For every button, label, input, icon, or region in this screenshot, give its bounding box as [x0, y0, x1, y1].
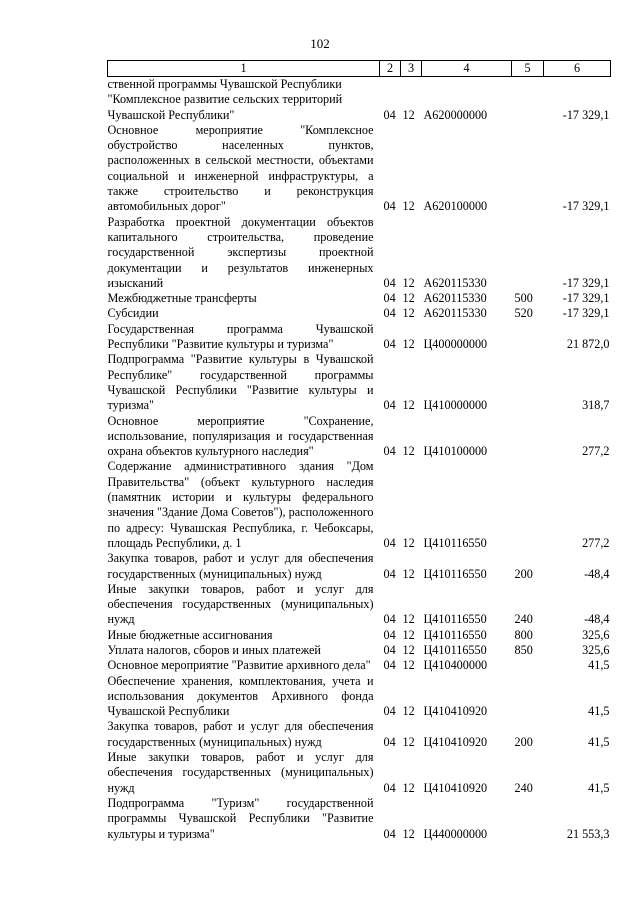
- table-row: [108, 459, 611, 551]
- row-expense-type: 240: [514, 612, 533, 627]
- budget-table: [107, 60, 611, 842]
- table-row: [108, 215, 611, 291]
- row-section: 04: [383, 107, 396, 122]
- row-target: Ц410000000: [423, 398, 488, 413]
- row-section: 04: [383, 612, 396, 627]
- header-section: 2: [380, 61, 401, 77]
- row-amount: 41,5: [588, 780, 610, 795]
- table-row: [108, 582, 611, 628]
- row-section: 04: [383, 734, 396, 749]
- row-subsection: 12: [402, 627, 415, 642]
- row-section: 04: [383, 337, 396, 352]
- row-section: 04: [383, 291, 396, 306]
- row-amount: -48,4: [584, 566, 610, 581]
- row-section: 04: [383, 658, 396, 673]
- row-subsection: 12: [402, 275, 415, 290]
- table-row: [108, 628, 611, 643]
- table-row: [108, 123, 611, 215]
- row-expense-type: [512, 77, 544, 123]
- header-amount: 6: [544, 61, 611, 77]
- row-target: Ц410116550: [423, 535, 487, 550]
- row-expense-type: [512, 796, 544, 842]
- row-subsection: 12: [402, 642, 415, 657]
- row-expense-type: [512, 414, 544, 460]
- row-target: Ц400000000: [423, 337, 488, 352]
- row-subsection: 12: [402, 337, 415, 352]
- table-row: [108, 674, 611, 720]
- row-name: Основное мероприятие "Сохранение, использование, популяризация и государственная охрана объектов культурного наследия": [107, 413, 374, 459]
- row-subsection: 12: [402, 658, 415, 673]
- table-row: [108, 719, 611, 750]
- row-expense-type: [512, 459, 544, 551]
- row-amount: 41,5: [588, 734, 610, 749]
- row-amount: -17 329,1: [562, 306, 610, 321]
- row-target: Ц410400000: [423, 658, 488, 673]
- table-row: [108, 796, 611, 842]
- table-row: [108, 322, 611, 353]
- row-expense-type: [512, 674, 544, 720]
- row-subsection: 12: [402, 444, 415, 459]
- row-section: 04: [383, 642, 396, 657]
- page-number: 102: [310, 36, 330, 51]
- row-target: А620115330: [423, 291, 487, 306]
- row-name: Подпрограмма "Развитие культуры в Чувашской Республике" государственной программы Чувашской Республики "Развитие культуры и туризма": [107, 352, 374, 413]
- row-name: Основное мероприятие "Комплексное обустройство населенных пунктов, расположенных в сельской местности, объектами социальной и инженерной инфраструктуры, а также строительство и реконструкция автомобильных дорог": [107, 122, 374, 214]
- row-expense-type: 500: [514, 291, 533, 306]
- header-subsection: 3: [401, 61, 422, 77]
- row-section: 04: [383, 199, 396, 214]
- row-section: 04: [383, 627, 396, 642]
- row-target: Ц410410920: [423, 704, 488, 719]
- table-row: [108, 750, 611, 796]
- row-target: А620000000: [423, 107, 488, 122]
- table-row: [108, 306, 611, 321]
- table-row: [108, 291, 611, 306]
- row-target: А620115330: [423, 275, 487, 290]
- table-row: [108, 77, 611, 123]
- row-amount: -17 329,1: [562, 107, 610, 122]
- row-section: 04: [383, 780, 396, 795]
- row-subsection: 12: [402, 734, 415, 749]
- row-section: 04: [383, 398, 396, 413]
- row-target: А620100000: [423, 199, 488, 214]
- row-name: Уплата налогов, сборов и иных платежей: [107, 642, 321, 657]
- row-expense-type: 200: [514, 566, 533, 581]
- row-amount: -17 329,1: [562, 199, 610, 214]
- row-target: Ц410116550: [423, 566, 487, 581]
- row-section: 04: [383, 275, 396, 290]
- row-name: Иные закупки товаров, работ и услуг для обеспечения государственных (муниципальных) нужд: [107, 750, 374, 795]
- table-row: [108, 551, 611, 582]
- row-name: Субсидии: [107, 306, 159, 321]
- row-name: Разработка проектной документации объектов капитального строительства, проведение государственной экспертизы проектной документации и результатов инженерных изысканий: [107, 214, 374, 290]
- row-expense-type: 800: [514, 627, 533, 642]
- row-amount: 21 553,3: [566, 826, 610, 841]
- row-subsection: 12: [402, 566, 415, 581]
- row-subsection: 12: [402, 780, 415, 795]
- row-section: 04: [383, 535, 396, 550]
- row-target: Ц410410920: [423, 734, 488, 749]
- row-amount: 41,5: [588, 704, 610, 719]
- table-row: [108, 414, 611, 460]
- header-expense-type: 5: [512, 61, 544, 77]
- row-target: А620115330: [423, 306, 487, 321]
- row-amount: -17 329,1: [562, 275, 610, 290]
- row-name: Иные закупки товаров, работ и услуг для обеспечения государственных (муниципальных) нужд: [107, 581, 374, 627]
- row-name: Межбюджетные трансферты: [107, 291, 257, 306]
- row-expense-type: 200: [514, 734, 533, 749]
- row-section: 04: [383, 444, 396, 459]
- row-name: Подпрограмма "Туризм" государственной программы Чувашской Республики "Развитие культуры и туризма": [107, 795, 374, 841]
- row-subsection: 12: [402, 199, 415, 214]
- row-expense-type: 850: [514, 642, 533, 657]
- row-expense-type: 240: [514, 780, 533, 795]
- header-name: 1: [108, 61, 380, 77]
- row-expense-type: [512, 352, 544, 413]
- row-expense-type: 520: [514, 306, 533, 321]
- row-amount: 325,6: [582, 627, 610, 642]
- row-name: Государственная программа Чувашской Республики "Развитие культуры и туризма": [107, 321, 374, 352]
- row-amount: 318,7: [582, 398, 610, 413]
- row-amount: 277,2: [582, 535, 610, 550]
- row-target: Ц410116550: [423, 642, 487, 657]
- row-subsection: 12: [402, 398, 415, 413]
- row-expense-type: [512, 215, 544, 291]
- row-section: 04: [383, 566, 396, 581]
- row-name: Закупка товаров, работ и услуг для обеспечения государственных (муниципальных) нужд: [107, 719, 374, 749]
- header-target: 4: [422, 61, 512, 77]
- row-target: Ц410116550: [423, 627, 487, 642]
- row-name: Закупка товаров, работ и услуг для обеспечения государственных (муниципальных) нужд: [107, 551, 374, 581]
- row-subsection: 12: [402, 612, 415, 627]
- row-subsection: 12: [402, 107, 415, 122]
- row-amount: -17 329,1: [562, 291, 610, 306]
- row-name: Обеспечение хранения, комплектования, учета и использования документов Архивного фонда Чувашской Республики: [107, 673, 374, 719]
- row-subsection: 12: [402, 306, 415, 321]
- row-name: Основное мероприятие "Развитие архивного дела": [107, 658, 371, 673]
- row-name: ственной программы Чувашской Республики "Комплексное развитие сельских территорий Чувашской Республики": [107, 77, 343, 122]
- row-expense-type: [512, 658, 544, 673]
- table-header-row: [108, 61, 611, 77]
- row-section: 04: [383, 826, 396, 841]
- row-section: 04: [383, 704, 396, 719]
- row-target: Ц410116550: [423, 612, 487, 627]
- row-target: Ц410100000: [423, 444, 488, 459]
- row-target: Ц440000000: [423, 826, 488, 841]
- row-amount: -48,4: [584, 612, 610, 627]
- row-amount: 277,2: [582, 444, 610, 459]
- row-subsection: 12: [402, 535, 415, 550]
- table-row: [108, 352, 611, 413]
- row-subsection: 12: [402, 826, 415, 841]
- table-row: [108, 643, 611, 658]
- row-subsection: 12: [402, 291, 415, 306]
- row-section: 04: [383, 306, 396, 321]
- row-target: Ц410410920: [423, 780, 488, 795]
- row-expense-type: [512, 322, 544, 353]
- row-expense-type: [512, 123, 544, 215]
- row-amount: 41,5: [588, 658, 610, 673]
- row-name: Иные бюджетные ассигнования: [107, 627, 273, 642]
- row-subsection: 12: [402, 704, 415, 719]
- row-amount: 325,6: [582, 642, 610, 657]
- row-amount: 21 872,0: [566, 337, 610, 352]
- row-name: Содержание административного здания "Дом Правительства" (объект культурного наследия (памятник истории и культуры федерального значения "Здание Дома Советов"), расположенного по адресу: Чувашская Республика, г. Чебоксары, площадь Республики, д. 1: [107, 459, 374, 550]
- table-row: [108, 658, 611, 673]
